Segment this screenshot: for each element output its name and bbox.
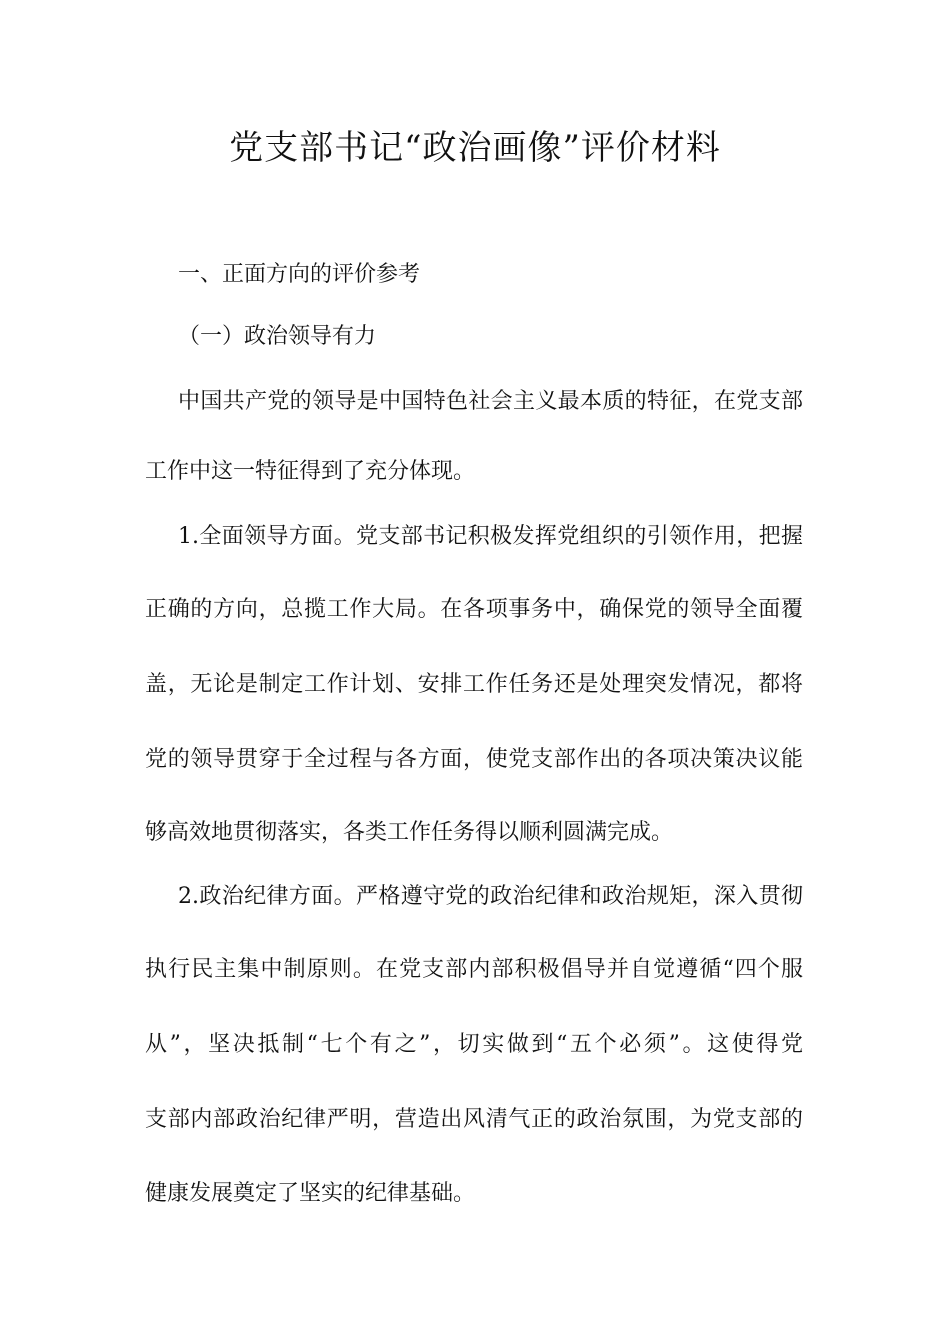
paragraph-line: 盖，无论是制定工作计划、安排工作任务还是处理突发情况，都将 <box>145 672 803 697</box>
paragraph-line: 中国共产党的领导是中国特色社会主义最本质的特征，在党支部 <box>178 389 803 414</box>
paragraph-line: 2.政治纪律方面。严格遵守党的政治纪律和政治规矩，深入贯彻 <box>178 884 803 909</box>
paragraph-line: 支部内部政治纪律严明，营造出风清气正的政治氛围，为党支部的 <box>145 1107 803 1132</box>
paragraph-line: 党的领导贯穿于全过程与各方面，使党支部作出的各项决策决议能 <box>145 747 803 772</box>
paragraph-line: 执行民主集中制原则。在党支部内部积极倡导并自觉遵循“四个服 <box>145 957 803 982</box>
paragraph-line: 健康发展奠定了坚实的纪律基础。 <box>145 1181 476 1206</box>
paragraph-line: 工作中这一特征得到了充分体现。 <box>145 459 476 484</box>
paragraph-line: 正确的方向，总揽工作大局。在各项事务中，确保党的领导全面覆 <box>145 597 803 622</box>
paragraph-line: 从”，坚决抵制“七个有之”，切实做到“五个必须”。这使得党 <box>145 1032 803 1057</box>
paragraph-line: 1.全面领导方面。党支部书记积极发挥党组织的引领作用，把握 <box>178 524 803 549</box>
paragraph-line: 够高效地贯彻落实，各类工作任务得以顺利圆满完成。 <box>145 820 674 845</box>
section-heading: 一、正面方向的评价参考 <box>178 262 421 287</box>
document-title: 党支部书记“政治画像”评价材料 <box>229 128 721 168</box>
subsection-heading: （一）政治领导有力 <box>178 324 377 349</box>
